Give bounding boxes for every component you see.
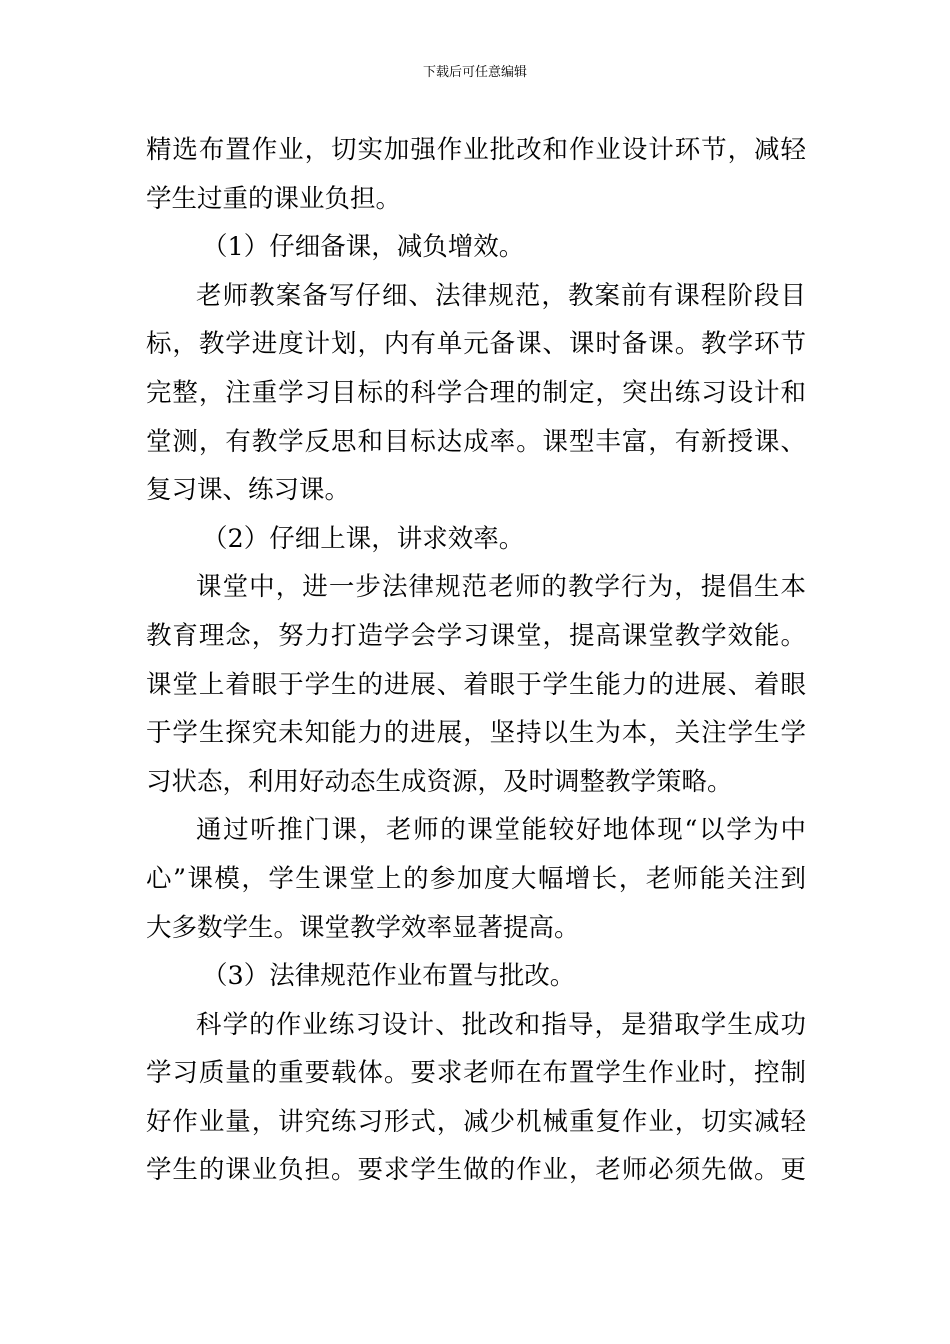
text-line: 大多数学生。课堂教学效率显著提高。 xyxy=(146,912,580,943)
text-line: 课堂上着眼于学生的进展、着眼于学生能力的进展、着眼 xyxy=(146,669,806,700)
text-line: 教育理念，努力打造学会学习课堂，提高课堂教学效能。 xyxy=(146,620,806,651)
text-line: 老师教案备写仔细、法律规范，教案前有课程阶段目 xyxy=(196,280,806,311)
text-line: 堂测，有教学反思和目标达成率。课型丰富，有新授课、 xyxy=(146,426,806,457)
text-line: 学生过重的课业负担。 xyxy=(146,183,402,214)
text-line: （2）仔细上课，讲求效率。 xyxy=(202,523,525,554)
text-line: 科学的作业练习设计、批改和指导，是猎取学生成功 xyxy=(196,1009,806,1040)
page-header: 下载后可任意编辑 xyxy=(422,65,527,80)
text-line: 学习质量的重要载体。要求老师在布置学生作业时，控制 xyxy=(146,1058,806,1089)
text-line: 好作业量，讲究练习形式，减少机械重复作业，切实减轻 xyxy=(146,1106,806,1137)
text-line: 完整，注重学习目标的科学合理的制定，突出练习设计和 xyxy=(146,377,806,408)
text-line: 精选布置作业，切实加强作业批改和作业设计环节，减轻 xyxy=(146,135,806,165)
document-body xyxy=(146,126,806,1195)
text-line: 于学生探究未知能力的进展，坚持以生为本，关注学生学 xyxy=(146,718,806,749)
text-line: 标，教学进度计划，内有单元备课、课时备课。教学环节 xyxy=(146,329,806,360)
text-line: 心”课模，学生课堂上的参加度大幅增长，老师能关注到 xyxy=(146,863,806,894)
text-line: （1）仔细备课，减负增效。 xyxy=(202,232,525,263)
text-line: （3）法律规范作业布置与批改。 xyxy=(202,961,576,992)
text-line: 通过听推门课，老师的课堂能较好地体现“以学为中 xyxy=(196,815,806,846)
text-line: 课堂中，进一步法律规范老师的教学行为，提倡生本 xyxy=(196,572,806,603)
text-line: 复习课、练习课。 xyxy=(146,475,351,506)
text-line: 习状态，利用好动态生成资源，及时调整教学策略。 xyxy=(146,766,733,797)
text-line: 学生的课业负担。要求学生做的作业，老师必须先做。更 xyxy=(146,1155,806,1186)
